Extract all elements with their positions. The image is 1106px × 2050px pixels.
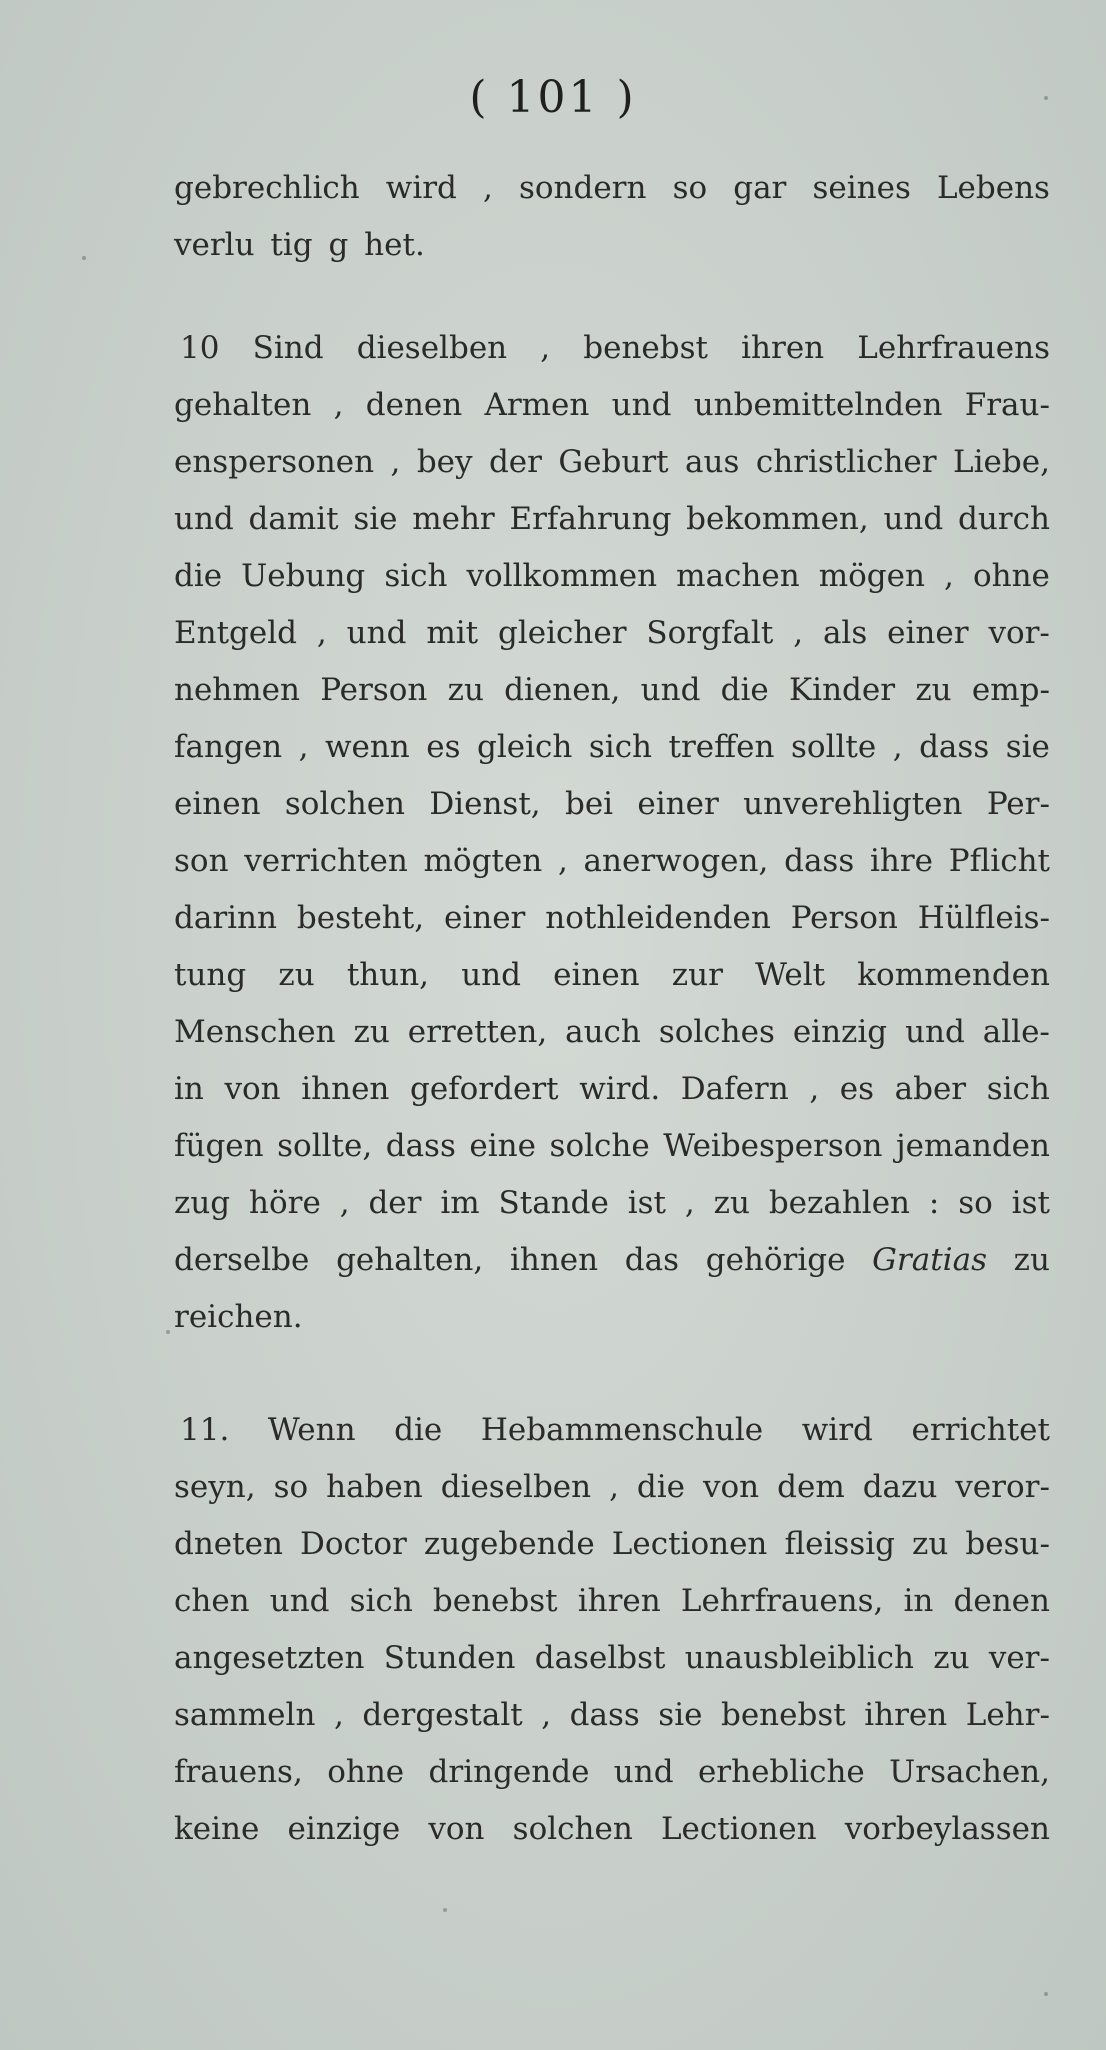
paper-speck: [1044, 1992, 1048, 1996]
paragraph-gap: [174, 1346, 1050, 1402]
text-line: son verrichten mögten , anerwogen, dass ihre Pflicht: [174, 843, 1050, 879]
text-line: Menschen zu erretten, auch solches einzig und alle-: [174, 1014, 1050, 1050]
text-line: reichen.: [174, 1299, 303, 1335]
text-line: gehalten , denen Armen und unbemittelnden Frau-: [174, 387, 1050, 423]
text-line: die Uebung sich vollkommen machen mögen , ohne: [174, 558, 1050, 594]
text-line: einen solchen Dienst, bei einer unverehligten Per-: [174, 786, 1050, 822]
paper-speck: [82, 256, 86, 260]
text-line: zug höre , der im Stande ist , zu bezahlen : so ist: [174, 1185, 1050, 1221]
text-line: enspersonen , bey der Geburt aus christlicher Liebe,: [174, 444, 1050, 480]
text-line: chen und sich benebst ihren Lehrfrauens, in denen: [174, 1583, 1050, 1619]
paper-speck: [443, 1908, 447, 1912]
text-line: nehmen Person zu dienen, und die Kinder zu emp-: [174, 672, 1050, 708]
text-line: darinn besteht, einer nothleidenden Person Hülfleis-: [174, 900, 1050, 936]
page-number: ( 101 ): [469, 72, 637, 123]
text-line: verlu tig g het.: [174, 227, 425, 263]
text-line: in von ihnen gefordert wird. Dafern , es aber sich: [174, 1071, 1050, 1107]
text-line: tung zu thun, und einen zur Welt kommenden: [174, 957, 1050, 993]
text-line: fangen , wenn es gleich sich treffen sollte , dass sie: [174, 729, 1050, 765]
body-text: [174, 160, 1050, 1858]
text-line: keine einzige von solchen Lectionen vorbeylassen: [174, 1811, 1050, 1847]
text-line: fügen sollte, dass eine solche Weibesperson jemanden: [174, 1128, 1050, 1164]
text-line: 11. Wenn die Hebammenschule wird errichtet: [180, 1412, 1050, 1448]
paper-speck: [1044, 96, 1048, 100]
paper-speck: [166, 1330, 170, 1334]
text-line: 10 Sind dieselben , benebst ihren Lehrfrauens: [180, 330, 1050, 366]
text-line: gebrechlich wird , sondern so gar seines Lebens: [174, 170, 1050, 206]
text-line: frauens, ohne dringende und erhebliche Ursachen,: [174, 1754, 1050, 1790]
text-line: und damit sie mehr Erfahrung bekommen, und durch: [174, 501, 1050, 537]
text-line: dneten Doctor zugebende Lectionen fleissig zu besu-: [174, 1526, 1050, 1562]
text-line: seyn, so haben dieselben , die von dem dazu veror-: [174, 1469, 1050, 1505]
text-line: derselbe gehalten, ihnen das gehörige Gratias zu: [174, 1242, 1050, 1278]
text-line: Entgeld , und mit gleicher Sorgfalt , als einer vor-: [174, 615, 1050, 651]
text-line: sammeln , dergestalt , dass sie benebst ihren Lehr-: [174, 1697, 1050, 1733]
paragraph-gap: [174, 274, 1050, 320]
text-line: angesetzten Stunden daselbst unausbleiblich zu ver-: [174, 1640, 1050, 1676]
